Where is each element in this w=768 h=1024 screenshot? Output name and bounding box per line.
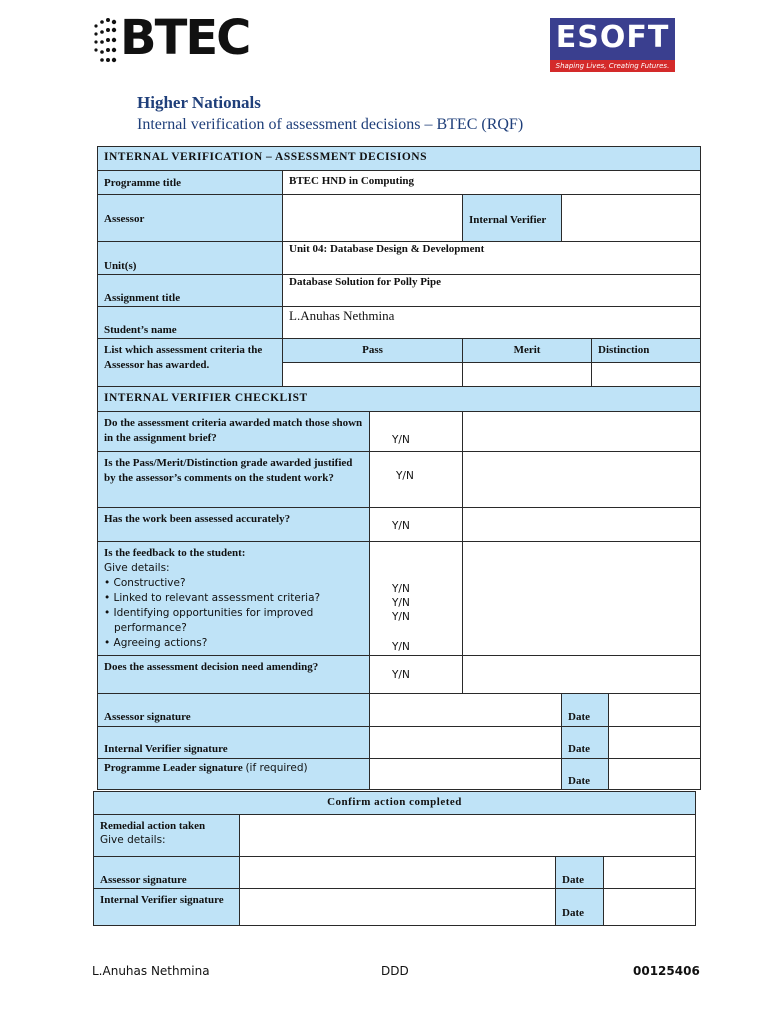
iv-signature-field[interactable] [369, 726, 562, 759]
page-title: Higher Nationals [137, 93, 261, 112]
iv-date-field[interactable] [608, 726, 701, 759]
checklist-q4-item: performance? [114, 622, 187, 634]
student-name-value[interactable]: L.Anuhas Nethmina [282, 306, 701, 339]
checklist-q4 [97, 541, 370, 656]
checklist-q5: Does the assessment decision need amending? [97, 655, 370, 694]
section-header-checklist: INTERNAL VERIFIER CHECKLIST [97, 386, 701, 412]
iv-date-label: Date [561, 726, 609, 759]
assessor-date-field[interactable] [608, 693, 701, 727]
checklist-q4-item: • Constructive? [104, 577, 186, 589]
remedial-title: Remedial action taken [100, 820, 206, 832]
pl-signature-text: Programme Leader signature [104, 762, 243, 774]
confirm-assessor-date-label: Date [555, 856, 604, 889]
checklist-q5-yn[interactable]: Y/N [369, 655, 463, 694]
assessor-date-label: Date [561, 693, 609, 727]
unit-value[interactable]: Unit 04: Database Design & Development [282, 241, 701, 275]
yn-value[interactable]: Y/N [392, 583, 410, 595]
footer-student-id: 00125406 [633, 964, 700, 978]
confirm-assessor-date-field[interactable] [603, 856, 696, 889]
assessor-label: Assessor [97, 194, 283, 242]
checklist-q1-yn[interactable]: Y/N [369, 411, 463, 452]
checklist-q1: Do the assessment criteria awarded match those shown in the assignment brief? [97, 411, 370, 452]
section-header-assessment: INTERNAL VERIFICATION – ASSESSMENT DECISIONS [97, 146, 701, 171]
remedial-give: Give details: [100, 834, 166, 846]
pl-date-label: Date [561, 758, 609, 790]
checklist-q3-yn[interactable]: Y/N [369, 507, 463, 542]
confirm-iv-date-field[interactable] [603, 888, 696, 926]
esoft-logo [550, 18, 675, 72]
assessor-signature-field[interactable] [369, 693, 562, 727]
footer-student-name: L.Anuhas Nethmina [92, 964, 210, 978]
unit-label: Unit(s) [97, 241, 283, 275]
checklist-q2: Is the Pass/Merit/Distinction grade awarded justified by the assessor’s comments on the student work? [97, 451, 370, 508]
yn-value[interactable]: Y/N [392, 641, 410, 653]
confirm-iv-date-label: Date [555, 888, 604, 926]
confirm-assessor-signature-field[interactable] [239, 856, 556, 889]
pl-signature-note: (if required) [245, 762, 308, 774]
programme-value[interactable]: BTEC HND in Computing [282, 170, 701, 195]
checklist-q4-item: • Identifying opportunities for improved [104, 607, 314, 619]
confirm-assessor-signature-label: Assessor signature [93, 856, 240, 889]
checklist-q2-comment[interactable] [462, 451, 701, 508]
checklist-q4-title: Is the feedback to the student: [104, 547, 246, 559]
checklist-q4-yn[interactable] [369, 541, 463, 656]
assignment-title-label: Assignment title [97, 274, 283, 307]
internal-verifier-label: Internal Verifier [462, 194, 562, 242]
pl-signature-field[interactable] [369, 758, 562, 790]
programme-label: Programme title [97, 170, 283, 195]
remedial-label [93, 814, 240, 857]
criteria-header-merit: Merit [462, 338, 592, 363]
criteria-pass-field[interactable] [282, 362, 463, 387]
criteria-header-pass: Pass [282, 338, 463, 363]
assignment-title-value[interactable]: Database Solution for Polly Pipe [282, 274, 701, 307]
btec-wordmark: BTEC [120, 10, 250, 66]
checklist-q1-comment[interactable] [462, 411, 701, 452]
confirm-iv-signature-field[interactable] [239, 888, 556, 926]
yn-value[interactable]: Y/N [392, 597, 410, 609]
student-name-label: Student’s name [97, 306, 283, 339]
checklist-q4-item: • Linked to relevant assessment criteria? [104, 592, 321, 604]
confirm-iv-signature-label: Internal Verifier signature [93, 888, 240, 926]
checklist-q3: Has the work been assessed accurately? [97, 507, 370, 542]
iv-signature-label: Internal Verifier signature [97, 726, 370, 759]
pl-date-field[interactable] [608, 758, 701, 790]
yn-value[interactable]: Y/N [392, 611, 410, 623]
criteria-header-distinction: Distinction [591, 338, 701, 363]
footer-unit-code: DDD [381, 964, 409, 978]
checklist-q4-give: Give details: [104, 562, 170, 574]
criteria-distinction-field[interactable] [591, 362, 701, 387]
checklist-q3-comment[interactable] [462, 507, 701, 542]
checklist-q5-comment[interactable] [462, 655, 701, 694]
checklist-q4-item: • Agreeing actions? [104, 637, 208, 649]
confirm-action-header: Confirm action completed [93, 791, 696, 815]
assessor-field[interactable] [282, 194, 463, 242]
btec-logo [92, 10, 252, 72]
assessor-signature-label: Assessor signature [97, 693, 370, 727]
criteria-label: List which assessment criteria the Assessor has awarded. [97, 338, 283, 387]
page-subtitle: Internal verification of assessment decisions – BTEC (RQF) [137, 116, 524, 133]
pl-signature-label [97, 758, 370, 790]
esoft-tagline: Shaping Lives, Creating Futures. [550, 60, 675, 72]
btec-dots-icon [92, 16, 122, 72]
checklist-q4-comment[interactable] [462, 541, 701, 656]
remedial-field[interactable] [239, 814, 696, 857]
checklist-q2-yn[interactable]: Y/N [369, 451, 463, 508]
criteria-merit-field[interactable] [462, 362, 592, 387]
internal-verifier-field[interactable] [561, 194, 701, 242]
esoft-wordmark: ESOFT [555, 20, 670, 55]
